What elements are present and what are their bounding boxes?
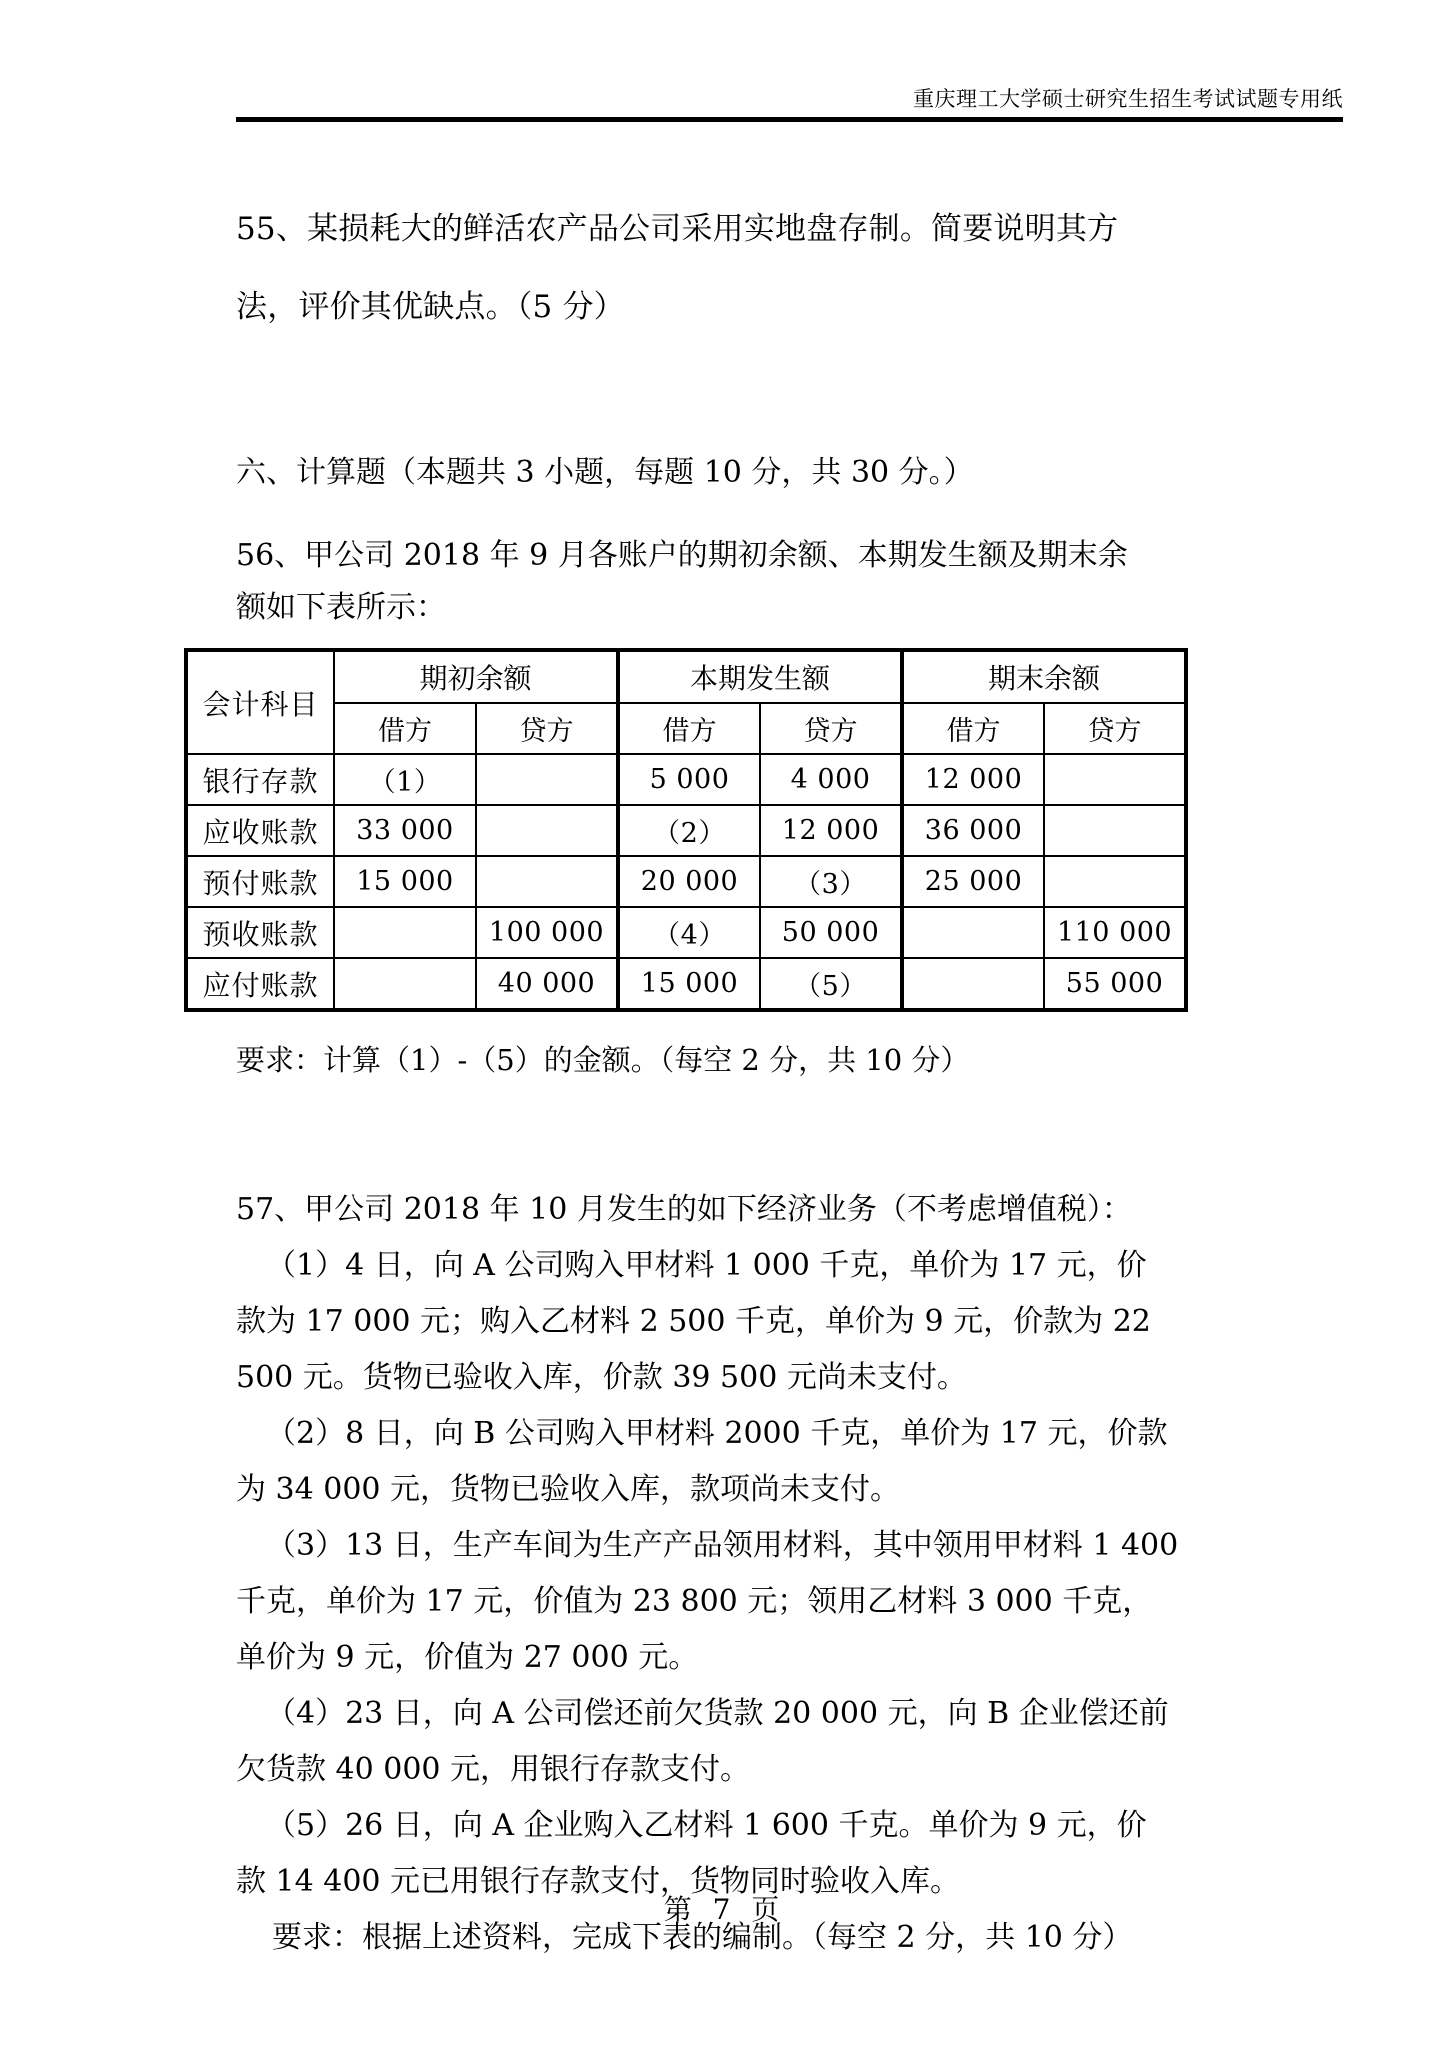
table-header-subject: 会计科目: [186, 650, 334, 754]
table-group-header-row: [186, 650, 1186, 703]
question-57-item-5-line-2: 款 14 400 元已用银行存款支付，货物同时验收入库。: [236, 1864, 961, 1899]
table-group-header-opening: 期初余额: [334, 650, 618, 703]
question-57-item-3-line-2: 千克，单价为 17 元，价值为 23 800 元；领用乙材料 3 000 千克，: [236, 1584, 1153, 1619]
table-subheader-opening-credit: 贷方: [476, 703, 618, 754]
table-cell-value: [334, 958, 476, 1010]
table-cell-value: 15 000: [334, 856, 476, 907]
page-header: [0, 0, 1449, 122]
table-subheader-opening-debit: 借方: [334, 703, 476, 754]
table-cell-value: 25 000: [902, 856, 1044, 907]
table-subheader-closing-debit: 借方: [902, 703, 1044, 754]
table-cell-value: [476, 856, 618, 907]
table-row: [186, 856, 1186, 907]
table-cell-value: （2）: [618, 805, 760, 856]
header-divider-rule: [236, 117, 1343, 122]
table-cell-value: [902, 958, 1044, 1010]
table-subheader-closing-credit: 贷方: [1044, 703, 1186, 754]
question-57-item-1-line-2: 款为 17 000 元；购入乙材料 2 500 千克，单价为 9 元，价款为 22: [236, 1304, 1151, 1339]
table-cell-value: [476, 805, 618, 856]
page-footer: 第 7 页: [663, 1893, 786, 1926]
question-57: [236, 1182, 1236, 1966]
table-cell-subject: 银行存款: [186, 754, 334, 805]
table-row: [186, 805, 1186, 856]
table-cell-value: 20 000: [618, 856, 760, 907]
question-55: [236, 190, 1236, 346]
table-row: [186, 958, 1186, 1010]
table-cell-value: [1044, 856, 1186, 907]
table-cell-subject: 预付账款: [186, 856, 334, 907]
table-cell-value: 12 000: [760, 805, 902, 856]
question-57-item-2-line-2: 为 34 000 元，货物已验收入库，款项尚未支付。: [236, 1472, 901, 1507]
table-cell-value: （1）: [334, 754, 476, 805]
table-cell-value: 110 000: [1044, 907, 1186, 958]
table-body: [186, 754, 1186, 1010]
table-row: [186, 754, 1186, 805]
question-57-intro: 57、甲公司 2018 年 10 月发生的如下经济业务（不考虑增值税）：: [236, 1192, 1132, 1227]
question-57-item-3-line-1: （3）13 日，生产车间为生产产品领用材料，其中领用甲材料 1 400: [266, 1528, 1179, 1563]
table-cell-value: （3）: [760, 856, 902, 907]
table-cell-value: 50 000: [760, 907, 902, 958]
question-56-line-1: 56、甲公司 2018 年 9 月各账户的期初余额、本期发生额及期末余: [236, 538, 1128, 573]
table-head: [186, 650, 1186, 754]
table-cell-value: [1044, 805, 1186, 856]
question-56-requirement: 要求：计算（1）-（5）的金额。（每空 2 分，共 10 分）: [236, 1043, 970, 1077]
question-57-item-5-line-1: （5）26 日，向 A 企业购入乙材料 1 600 千克。单价为 9 元，价: [266, 1808, 1147, 1843]
table-cell-value: [476, 754, 618, 805]
spacer-after-q55: [236, 346, 1236, 442]
table-cell-value: 40 000: [476, 958, 618, 1010]
section-six-heading: 六、计算题（本题共 3 小题，每题 10 分，共 30 分。）: [236, 455, 974, 490]
table-cell-value: 15 000: [618, 958, 760, 1010]
table-cell-value: 4 000: [760, 754, 902, 805]
question-56: [202, 530, 1236, 1086]
header-title: 重庆理工大学硕士研究生招生考试试题专用纸: [913, 87, 1343, 111]
table-subheader-current-debit: 借方: [618, 703, 760, 754]
question-57-item-1-line-3: 500 元。货物已验收入库，价款 39 500 元尚未支付。: [236, 1360, 967, 1395]
table-group-header-closing: 期末余额: [902, 650, 1186, 703]
table-cell-value: [334, 907, 476, 958]
table-cell-value: [902, 907, 1044, 958]
table-cell-value: 33 000: [334, 805, 476, 856]
table-cell-subject: 应收账款: [186, 805, 334, 856]
table-sub-header-row: [186, 703, 1186, 754]
table-group-header-current: 本期发生额: [618, 650, 902, 703]
table-cell-value: 5 000: [618, 754, 760, 805]
spacer-before-q57: [236, 1086, 1236, 1182]
question-57-item-4-line-1: （4）23 日，向 A 公司偿还前欠货款 20 000 元，向 B 企业偿还前: [266, 1696, 1169, 1731]
table-cell-value: （5）: [760, 958, 902, 1010]
table-cell-value: 100 000: [476, 907, 618, 958]
table-cell-value: 55 000: [1044, 958, 1186, 1010]
question-55-line-1: 55、某损耗大的鲜活农产品公司采用实地盘存制。简要说明其方: [236, 211, 1119, 247]
question-57-requirement: 要求：根据上述资料，完成下表的编制。（每空 2 分，共 10 分）: [272, 1920, 1133, 1955]
table-subheader-current-credit: 贷方: [760, 703, 902, 754]
question-56-line-2: 额如下表所示：: [236, 590, 446, 625]
question-57-item-1-line-1: （1）4 日，向 A 公司购入甲材料 1 000 千克，单价为 17 元，价: [266, 1248, 1147, 1283]
table-row: [186, 907, 1186, 958]
question-57-item-4-line-2: 欠货款 40 000 元，用银行存款支付。: [236, 1752, 751, 1787]
table-cell-value: 12 000: [902, 754, 1044, 805]
question-57-item-2-line-1: （2）8 日，向 B 公司购入甲材料 2000 千克，单价为 17 元，价款: [266, 1416, 1168, 1451]
table-cell-value: （4）: [618, 907, 760, 958]
question-57-item-3-line-3: 单价为 9 元，价值为 27 000 元。: [236, 1640, 699, 1675]
account-balances-table: [184, 648, 1188, 1012]
spacer-after-section-heading: [236, 504, 1236, 530]
question-55-line-2: 法，评价其优缺点。（5 分）: [236, 289, 625, 325]
table-cell-subject: 预收账款: [186, 907, 334, 958]
page-content: [202, 190, 1236, 1966]
table-cell-subject: 应付账款: [186, 958, 334, 1010]
table-cell-value: 36 000: [902, 805, 1044, 856]
table-cell-value: [1044, 754, 1186, 805]
